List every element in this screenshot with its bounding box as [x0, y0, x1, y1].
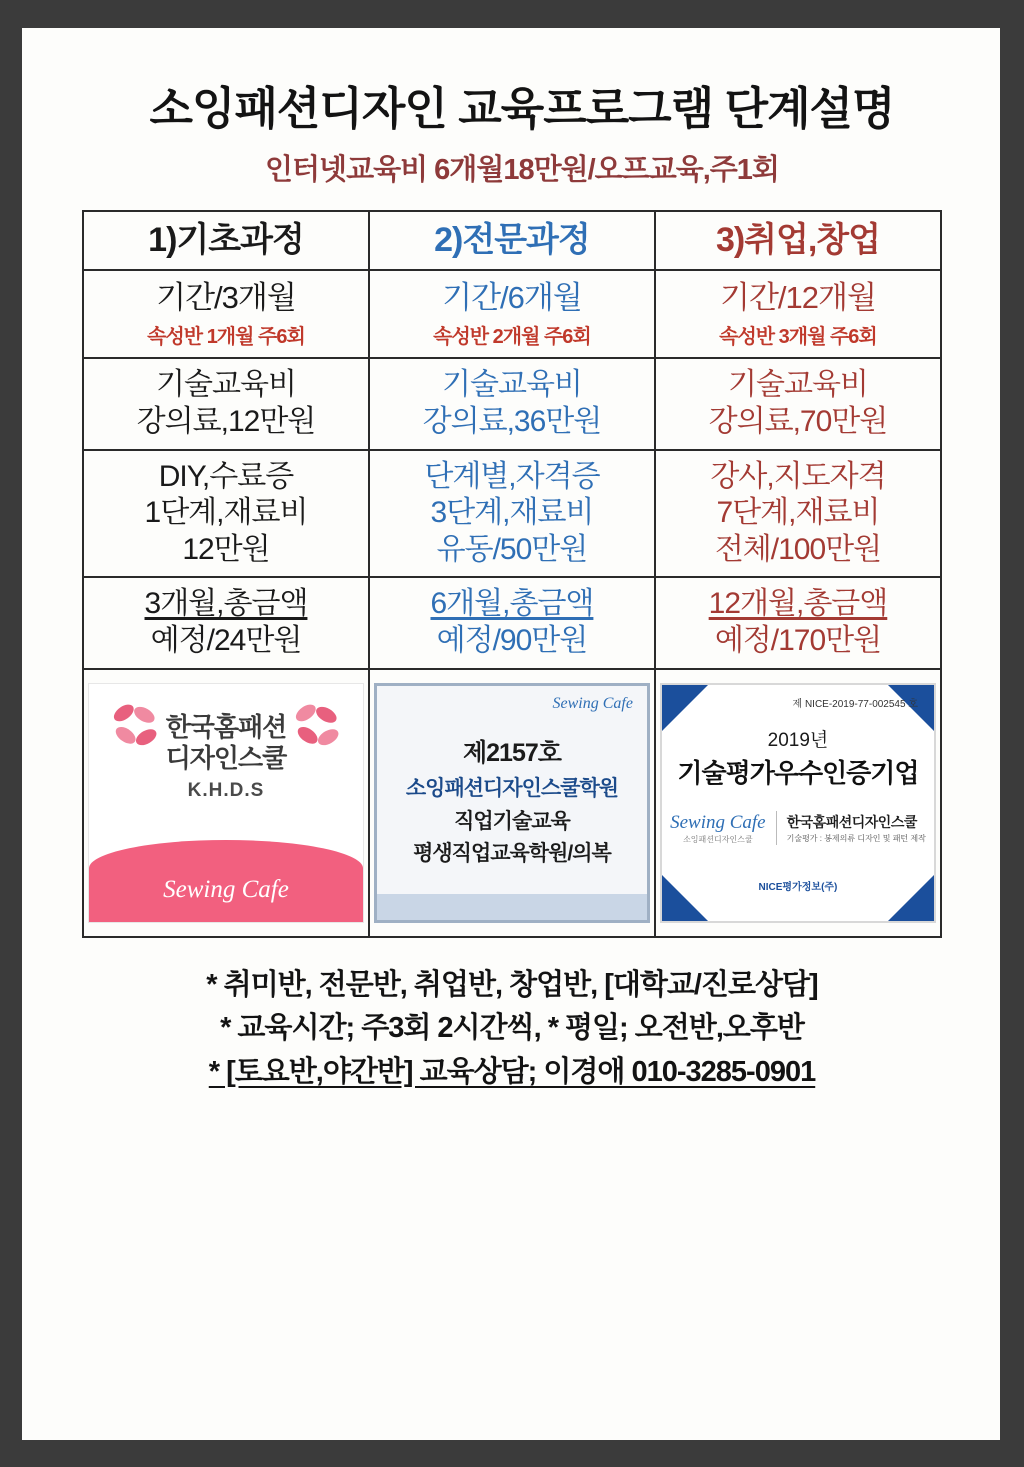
table-row-duration: [83, 270, 941, 358]
course-header-1: 1)기초과정: [83, 211, 369, 270]
page-title: 소잉패션디자인 교육프로그램 단계설명: [149, 83, 895, 134]
certificate-line1: 소잉패션디자인스쿨학원: [405, 776, 619, 800]
award-detail-row: [662, 811, 934, 845]
award-corner-top-left: [662, 685, 708, 731]
khds-brand: Sewing Cafe: [163, 876, 289, 904]
material-cell-2: [369, 450, 655, 578]
award-brand-text: Sewing Cafe: [670, 812, 766, 834]
table-row-materials: [83, 450, 941, 578]
khds-line3: K.H.D.S: [187, 780, 265, 802]
material-line1-2: 단계별,자격증: [424, 459, 600, 493]
flower-petal-icon-right: [289, 698, 345, 754]
material-cell-3: [655, 450, 941, 578]
award-brand: [670, 812, 766, 844]
flower-petal-icon-left: [107, 698, 163, 754]
duration-text-1: 기간/3개월: [156, 280, 296, 316]
material-line3-2: 유동/50만원: [436, 532, 588, 566]
award-company-sub: 기술평가 : 봉제의류 디자인 및 패턴 제작: [786, 833, 926, 843]
logo-cell-certificate: [369, 669, 655, 937]
logo-cell-khds: [83, 669, 369, 937]
note-line-1: * 취미반, 전문반, 취업반, 창업반, [대학교/진로상담]: [206, 968, 818, 1001]
khds-logo: [88, 683, 364, 923]
award-year: 2019년: [767, 729, 829, 751]
logo-cell-award: [655, 669, 941, 937]
award-divider: [776, 811, 777, 845]
duration-text-2: 기간/6개월: [442, 280, 582, 316]
award-company: 한국홈패션디자인스쿨: [786, 813, 917, 830]
notes-section: [82, 964, 942, 1095]
duration-cell-3: [655, 270, 941, 358]
fee-line2-3: 강의료,70만원: [708, 405, 888, 439]
certificate-brand: Sewing Cafe: [552, 694, 633, 712]
fee-line1-2: 기술교육비: [442, 368, 582, 402]
duration-cell-1: [83, 270, 369, 358]
fee-line1-1: 기술교육비: [156, 368, 296, 402]
total-cell-1: [83, 577, 369, 668]
material-cell-1: [83, 450, 369, 578]
pricing-table: [82, 210, 942, 938]
paper-sheet: [22, 28, 1000, 1440]
khds-pink-banner: [89, 840, 363, 922]
total-cell-3: [655, 577, 941, 668]
total-line2-3: 예정/170만원: [714, 623, 882, 657]
material-line2-1: 1단계,재료비: [144, 496, 308, 530]
fee-cell-1: [83, 358, 369, 449]
award-company-block: [787, 814, 926, 844]
total-line2-2: 예정/90만원: [436, 623, 588, 657]
fee-cell-2: [369, 358, 655, 449]
course-header-3: 3)취업,창업: [655, 211, 941, 270]
total-line1-3: 12개월,총금액: [708, 587, 888, 621]
award-image: [660, 683, 936, 923]
certificate-line3: 평생직업교육학원/의복: [413, 842, 611, 866]
duration-cell-2: [369, 270, 655, 358]
table-row-fee: [83, 358, 941, 449]
fee-line2-2: 강의료,36만원: [422, 405, 602, 439]
total-line1-2: 6개월,총금액: [430, 587, 594, 621]
total-line2-1: 예정/24만원: [150, 623, 302, 657]
award-title: 기술평가우수인증기업: [677, 757, 919, 788]
fee-line1-3: 기술교육비: [728, 368, 868, 402]
khds-line2: 디자인스쿨: [165, 743, 287, 774]
course-header-2: 2)전문과정: [369, 211, 655, 270]
fee-line2-1: 강의료,12만원: [136, 405, 316, 439]
note-line-3: * [토요반,야간반] 교육상담; 이경애 010-3285-0901: [208, 1055, 816, 1088]
award-code: 제 NICE-2019-77-002545 호: [792, 698, 918, 710]
khds-line1: 한국홈패션: [165, 711, 287, 742]
material-line2-2: 3단계,재료비: [430, 496, 594, 530]
material-line3-1: 12만원: [182, 532, 270, 566]
table-row-total: [83, 577, 941, 668]
certificate-line2: 직업기술교육: [454, 809, 570, 833]
duration-note-2: 속성반 2개월 주6회: [433, 326, 591, 349]
material-line1-1: DIY,수료증: [158, 459, 294, 493]
certificate-number: 제2157호: [462, 739, 561, 768]
material-line2-3: 7단계,재료비: [716, 496, 880, 530]
table-row-logos: [83, 669, 941, 937]
page-subtitle: 인터넷교육비 6개월18만원/오프교육,주1회: [265, 153, 779, 186]
certificate-bottom-bar: [377, 894, 647, 920]
material-line1-3: 강사,지도자격: [710, 459, 886, 493]
award-brand-sub: 소잉패션디자인스쿨: [683, 835, 753, 845]
table-row-headers: [83, 211, 941, 270]
document-content: [82, 83, 962, 1094]
duration-note-1: 속성반 1개월 주6회: [147, 326, 305, 349]
fee-cell-3: [655, 358, 941, 449]
material-line3-3: 전체/100만원: [714, 532, 882, 566]
duration-text-3: 기간/12개월: [720, 280, 876, 316]
award-issuer: NICE평가정보(주): [758, 882, 838, 894]
note-line-2: * 교육시간; 주3회 2시간씩, * 평일; 오전반,오후반: [220, 1012, 804, 1045]
certificate-image: [374, 683, 650, 923]
total-line1-1: 3개월,총금액: [144, 587, 308, 621]
total-cell-2: [369, 577, 655, 668]
duration-note-3: 속성반 3개월 주6회: [719, 326, 877, 349]
